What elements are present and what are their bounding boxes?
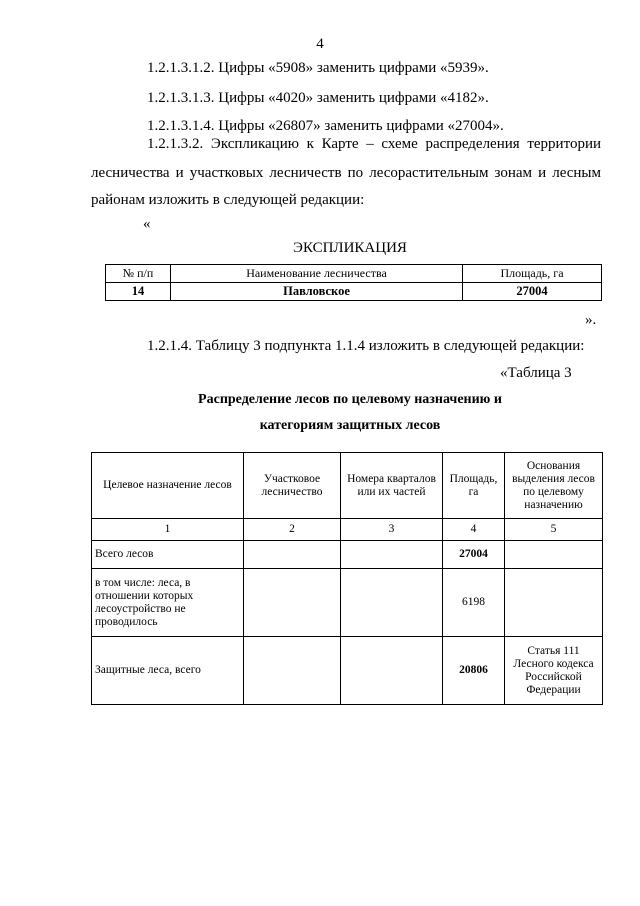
table3-header-area: Площадь, га	[443, 453, 505, 519]
table3-cell-district	[244, 569, 341, 637]
paragraph-3: 1.2.1.3.1.4. Цифры «26807» заменить цифрами «27004».	[147, 118, 504, 134]
table3-label: «Таблица 3	[500, 365, 572, 381]
table3-header-quarters: Номера кварталов или их частей	[341, 453, 443, 519]
table3-cell-quarters	[341, 569, 443, 637]
paragraph-4-line-2: лесничества и участковых лесничеств по лесорастительным зонам и лесным	[91, 165, 601, 181]
table3-cell-basis: Статья 111 Лесного кодекса Российской Федерации	[505, 637, 603, 705]
table3-cell-purpose: в том числе: леса, в отношении которых лесоустройство не проводилось	[92, 569, 244, 637]
table3-cell-area: 6198	[443, 569, 505, 637]
explication-header-area: Площадь, га	[463, 265, 602, 283]
explication-row-area: 27004	[463, 283, 602, 301]
table3-cell-purpose: Защитные леса, всего	[92, 637, 244, 705]
page-number: 4	[316, 36, 324, 52]
table3-cell-area: 27004	[443, 541, 505, 569]
table3-cell-area: 20806	[443, 637, 505, 705]
explication-title: ЭКСПЛИКАЦИЯ	[293, 240, 407, 256]
explication-row-number: 14	[106, 283, 171, 301]
paragraph-5: 1.2.1.4. Таблицу 3 подпункта 1.1.4 изложить в следующей редакции:	[147, 338, 585, 354]
table3-cell-basis	[505, 541, 603, 569]
explication-header-row	[106, 265, 602, 283]
table-row	[92, 569, 603, 637]
table3-col-number: 4	[443, 519, 505, 541]
table3-number-row	[92, 519, 603, 541]
table3-cell-district	[244, 541, 341, 569]
explication-header-number: № п/п	[106, 265, 171, 283]
table3-header-basis: Основания выделения лесов по целевому назначению	[505, 453, 603, 519]
table3-col-number: 3	[341, 519, 443, 541]
explication-table	[105, 264, 602, 301]
table3-header-row	[92, 453, 603, 519]
table3-header-purpose: Целевое назначение лесов	[92, 453, 244, 519]
open-quote: «	[143, 216, 151, 232]
table3-col-number: 1	[92, 519, 244, 541]
table3-cell-quarters	[341, 541, 443, 569]
table3-col-number: 2	[244, 519, 341, 541]
table-row	[92, 541, 603, 569]
table3-cell-district	[244, 637, 341, 705]
paragraph-4-line-3: районам изложить в следующей редакции:	[91, 192, 365, 208]
table3-title-line-1: Распределение лесов по целевому назначению и	[198, 392, 502, 407]
paragraph-1: 1.2.1.3.1.2. Цифры «5908» заменить цифрами «5939».	[147, 60, 489, 76]
paragraph-4-line-1: 1.2.1.3.2. Экспликацию к Карте – схеме распределения территории	[147, 136, 601, 152]
table-row	[92, 637, 603, 705]
paragraph-2: 1.2.1.3.1.3. Цифры «4020» заменить цифрами «4182».	[147, 90, 489, 106]
table3-col-number: 5	[505, 519, 603, 541]
table3-title-line-2: категориям защитных лесов	[259, 418, 441, 433]
close-quote: ».	[585, 312, 597, 328]
explication-header-name: Наименование лесничества	[171, 265, 463, 283]
table3-cell-purpose: Всего лесов	[92, 541, 244, 569]
explication-row-name: Павловское	[171, 283, 463, 301]
table3-header-district: Участковое лесничество	[244, 453, 341, 519]
explication-row	[106, 283, 602, 301]
forest-distribution-table	[91, 452, 603, 705]
table3-cell-quarters	[341, 637, 443, 705]
table3-cell-basis	[505, 569, 603, 637]
